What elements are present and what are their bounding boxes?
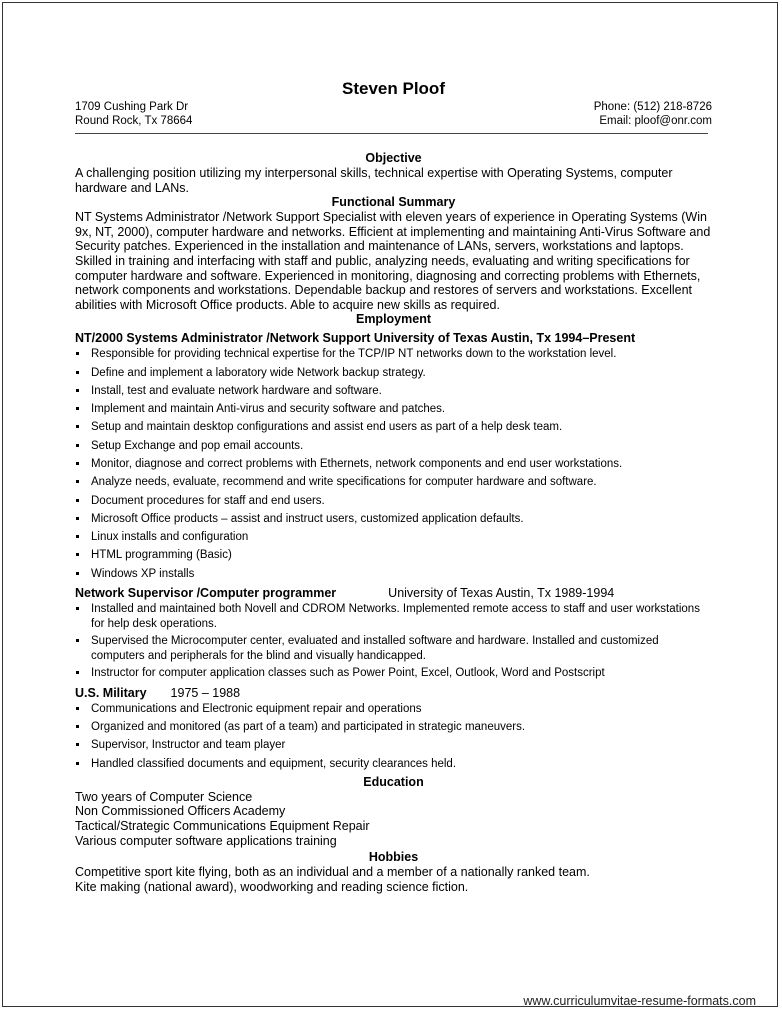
objective-heading: Objective (365, 151, 422, 165)
header-divider (75, 133, 708, 134)
job-title: Network Supervisor /Computer programmer (75, 586, 337, 600)
job-3-bullets (75, 702, 712, 771)
summary-text: NT Systems Administrator /Network Support Specialist with eleven years of experience in Operating Systems (Win 9x, NT, 2000), computer hardware and networks. Efficient at implementing and maintaining Anti-Virus Software and Security patches. Experienced in the installation and maintenance of LANs, servers, workstations and laptops. Skilled in training and interfacing with staff and public, analyzing needs, evaluating and writing specifications for computer hardware and software. Experienced in monitoring, diagnosing and correcting problems with Ethernets, network components and workstations. Dependable backup and restores of servers and workstations. Excellent abilities with Microsoft Office products. Able to acquire new skills as required. (75, 210, 711, 312)
list-item: Implement and maintain Anti-virus and security software and patches. (75, 402, 712, 417)
list-item: Monitor, diagnose and correct problems with Ethernets, network components and end user workstations. (75, 457, 712, 472)
job-title-3 (75, 685, 712, 701)
education-line: Two years of Computer Science (75, 789, 253, 804)
education-line: Non Commissioned Officers Academy (75, 804, 286, 819)
job-info: 1975 – 1988 (170, 685, 241, 700)
education-line: Various computer software applications training (75, 833, 337, 848)
list-item: Instructor for computer application classes such as Power Point, Excel, Outlook, Word and Postscript (75, 666, 712, 681)
list-item: Setup Exchange and pop email accounts. (75, 439, 712, 454)
list-item: Communications and Electronic equipment repair and operations (75, 702, 712, 717)
list-item: Responsible for providing technical expertise for the TCP/IP NT networks down to the workstation level. (75, 347, 712, 362)
list-item: Supervised the Microcomputer center, evaluated and installed software and hardware. Installed and customized computers and peripherals for the blind and visually handicapped. (75, 634, 712, 663)
list-item: Install, test and evaluate network hardware and software. (75, 384, 712, 399)
list-item: Windows XP installs (75, 567, 712, 582)
address (75, 100, 192, 128)
list-item: Supervisor, Instructor and team player (75, 738, 712, 753)
job-1-bullets (75, 347, 712, 581)
address-line-2: Round Rock, Tx 78664 (75, 115, 193, 127)
contact-info (594, 100, 712, 128)
list-item: Analyze needs, evaluate, recommend and write specifications for computer hardware and software. (75, 475, 712, 490)
list-item: Installed and maintained both Novell and CDROM Networks. Implemented remote access to staff and user workstations for help desk operations. (75, 602, 712, 631)
hobbies-line: Kite making (national award), woodworking and reading science fiction. (75, 879, 469, 894)
hobbies-heading: Hobbies (368, 850, 419, 865)
education-line: Tactical/Strategic Communications Equipment Repair (75, 818, 370, 833)
job-title-2 (75, 585, 712, 601)
phone: Phone: (512) 218-8726 (593, 101, 712, 113)
list-item: Linux installs and configuration (75, 530, 712, 545)
list-item: Organized and monitored (as part of a team) and participated in strategic maneuvers. (75, 720, 712, 735)
hobbies-line: Competitive sport kite flying, both as an individual and a member of a nationally ranked team. (75, 865, 590, 880)
list-item: Handled classified documents and equipment, security clearances held. (75, 757, 712, 772)
list-item: Setup and maintain desktop configurations and assist end users as part of a help desk team. (75, 420, 712, 435)
summary-heading: Functional Summary (331, 195, 456, 210)
list-item: Microsoft Office products – assist and instruct users, customized application defaults. (75, 512, 712, 527)
education-heading: Education (363, 774, 424, 789)
objective-text: A challenging position utilizing my interpersonal skills, technical expertise with Operating Systems, computer hardware and LANs. (75, 166, 673, 195)
address-line-1: 1709 Cushing Park Dr (75, 101, 189, 113)
employment-heading: Employment (355, 312, 431, 327)
email: Email: ploof@onr.com (599, 115, 712, 127)
job-title-1 (75, 330, 712, 346)
list-item: Define and implement a laboratory wide Network backup strategy. (75, 366, 712, 381)
resume-page (75, 78, 712, 894)
job-2-bullets (75, 602, 712, 681)
job-info: University of Texas Austin, Tx 1989-1994 (388, 586, 615, 600)
list-item: HTML programming (Basic) (75, 548, 712, 563)
job-title: NT/2000 Systems Administrator /Network Support University of Texas Austin, Tx 1994–Present (75, 331, 636, 346)
source-watermark: www.curriculumvitae-resume-formats.com (523, 994, 756, 1008)
list-item: Document procedures for staff and end users. (75, 494, 712, 509)
candidate-name: Steven Ploof (342, 79, 445, 98)
job-title: U.S. Military (75, 685, 147, 700)
contact-block (75, 100, 712, 130)
